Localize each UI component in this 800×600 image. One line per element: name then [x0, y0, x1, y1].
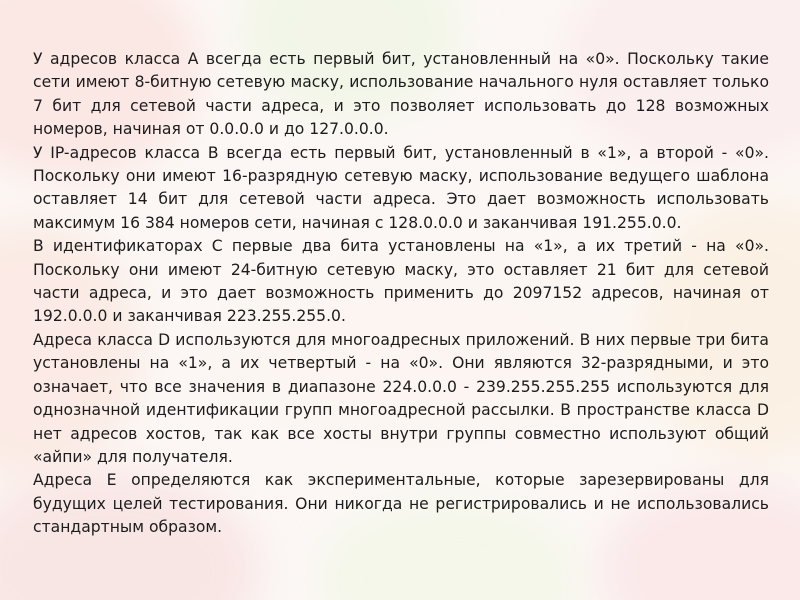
slide-text [33, 48, 769, 540]
paragraph-class-b: У IP-адресов класса B всегда есть первый бит, установленный в «1», а второй - «0». Поскольку они имеют 16-разрядную сетевую маску, использование ведущего шаблона оставляет 14 бит для сетевой части адреса. Это дает возможность использовать максимум 16 384 номеров сети, начиная с 128.0.0.0 и заканчивая 191.255.0.0. [33, 143, 769, 232]
paragraph-class-a: У адресов класса A всегда есть первый бит, установленный на «0». Поскольку такие сети имеют 8-битную сетевую маску, использование начального нуля оставляет только 7 бит для сетевой части адреса, и это позволяет использовать до 128 возможных номеров, начиная от 0.0.0.0 и до 127.0.0.0. [33, 50, 769, 139]
paragraph-class-e: Адреса E определяются как экспериментальные, которые зарезервированы для будущих целей тестирования. Они никогда не регистрировались и не использовались стандартным образом. [33, 471, 769, 537]
paragraph-class-c: В идентификаторах C первые два бита установлены на «1», а их третий - на «0». Поскольку они имеют 24-битную сетевую маску, это оставляет 21 бит для сетевой части адреса, и это дает возможность применить до 2097152 адресов, начиная от 192.0.0.0 и заканчивая 223.255.255.0. [33, 237, 769, 326]
paragraph-class-d: Адреса класса D используются для многоадресных приложений. В них первые три бита установлены на «1», а их четвертый - на «0». Они являются 32-разрядными, и это означает, что все значения в диапазоне 224.0.0.0 - 239.255.255.255 используются для однозначной идентификации групп многоадресной рассылки. В пространстве класса D нет адресов хостов, так как все хосты внутри группы совместно используют общий «айпи» для получателя. [33, 330, 769, 466]
